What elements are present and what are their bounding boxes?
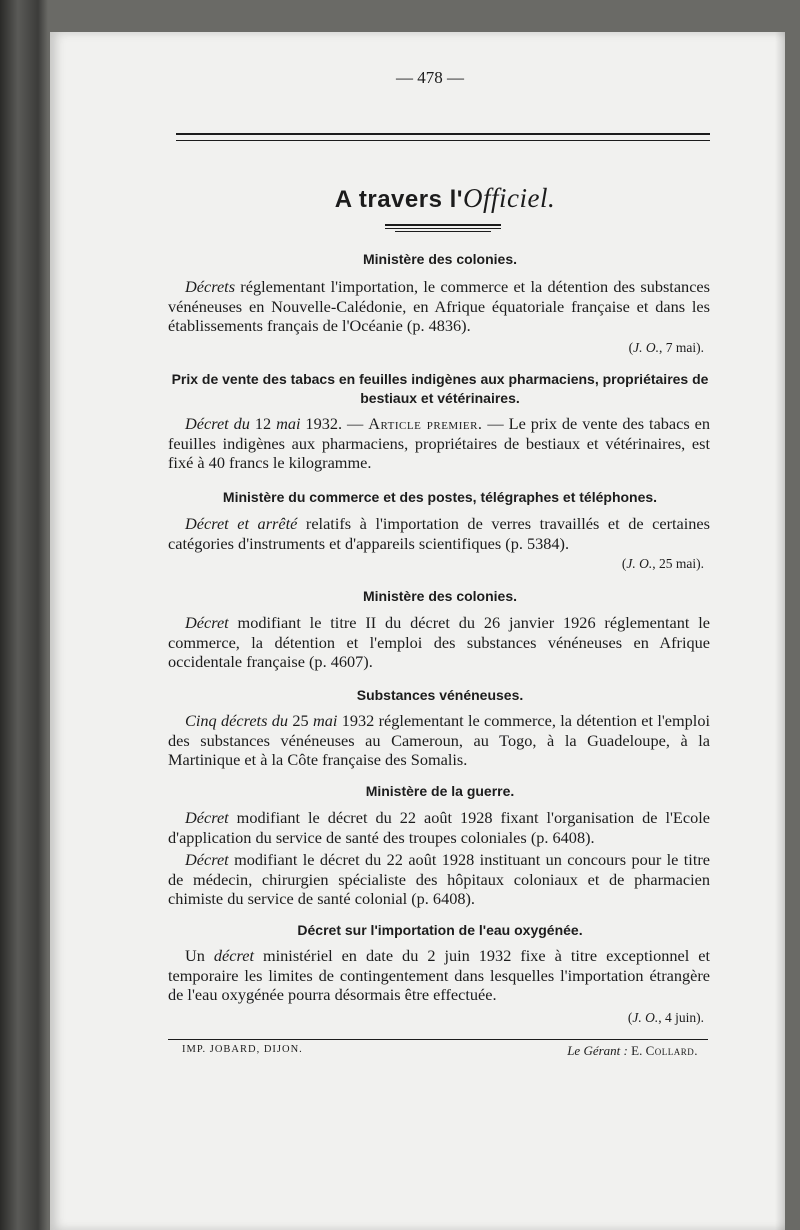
footer-rule <box>168 1039 708 1040</box>
printer-credit: IMP. JOBARD, DIJON. <box>182 1044 303 1055</box>
section-heading: Ministère des colonies. <box>362 251 518 267</box>
section-paragraph: Décret modifiant le titre II du décret du 26 janvier 1926 réglementant le commerce, la détention et l'emploi des substances vénéneuses en Afrique occidentale française (p. 4607). <box>168 613 710 672</box>
page-title <box>180 183 710 214</box>
section-paragraph: Décrets réglementant l'importation, le commerce et la détention des substances vénéneuses en Nouvelle-Calédonie, en Afrique équatoriale française et dans les établissements français de l'Océanie (p. 4836). <box>168 277 710 336</box>
section-heading: Ministère de la guerre. <box>365 783 515 799</box>
manager-credit: Le Gérant : E. Collard. <box>567 1043 698 1058</box>
section-heading: Prix de vente des tabacs en feuilles indigènes aux pharmaciens, propriétaires de bestiaux et vétérinaires. <box>171 371 709 406</box>
section-paragraph: Décret du 12 mai 1932. — Article premier. — Le prix de vente des tabacs en feuilles indigènes aux pharmaciens, propriétaires de bestiaux et vétérinaires, est fixé à 40 francs le kilogramme. <box>168 414 711 473</box>
header-rule-thin <box>176 140 710 141</box>
section-heading: Décret sur l'importation de l'eau oxygénée. <box>297 922 583 938</box>
section-heading: Ministère des colonies. <box>362 588 518 604</box>
section-heading: Ministère du commerce et des postes, télégraphes et téléphones. <box>222 489 658 505</box>
section-paragraph: Décret modifiant le décret du 22 août 1928 fixant l'organisation de l'Ecole d'application du service de santé des troupes coloniales (p. 6408). <box>168 808 710 847</box>
title-ornament-rule <box>385 224 501 226</box>
title-italic: Officiel. <box>462 183 556 213</box>
title-ornament-rule <box>385 228 501 229</box>
header-rule <box>176 133 710 135</box>
source-citation: (J. O., 4 juin). <box>627 1010 704 1025</box>
section-paragraph: Cinq décrets du 25 mai 1932 réglementant le commerce, la détention et l'emploi des substances vénéneuses au Cameroun, au Togo, à la Guadeloupe, à la Martinique et à la Côte française des Somalis. <box>168 711 710 770</box>
title-prefix: A travers l' <box>334 186 463 213</box>
title-ornament-rule <box>395 231 491 232</box>
source-citation: (J. O., 25 mai). <box>621 556 704 571</box>
source-citation: (J. O., 7 mai). <box>628 340 704 355</box>
page-number: — 478 — <box>396 68 464 87</box>
section-heading: Substances vénéneuses. <box>356 687 524 703</box>
section-paragraph: Un décret ministériel en date du 2 juin 1932 fixe à titre exceptionnel et temporaire les limites de contingentement dans lesquelles l'importation étrangère de l'eau oxygénée pourra désormais être effectuée. <box>168 946 710 1005</box>
section-paragraph: Décret modifiant le décret du 22 août 1928 instituant un concours pour le titre de médecin, chirurgien spécialiste des hôpitaux coloniaux et de pharmacien chimiste du service de santé colonial (p. 6408). <box>168 850 710 909</box>
section-paragraph: Décret et arrêté relatifs à l'importation de verres travaillés et de certaines catégories d'instruments et d'appareils scientifiques (p. 5384). <box>168 514 710 553</box>
